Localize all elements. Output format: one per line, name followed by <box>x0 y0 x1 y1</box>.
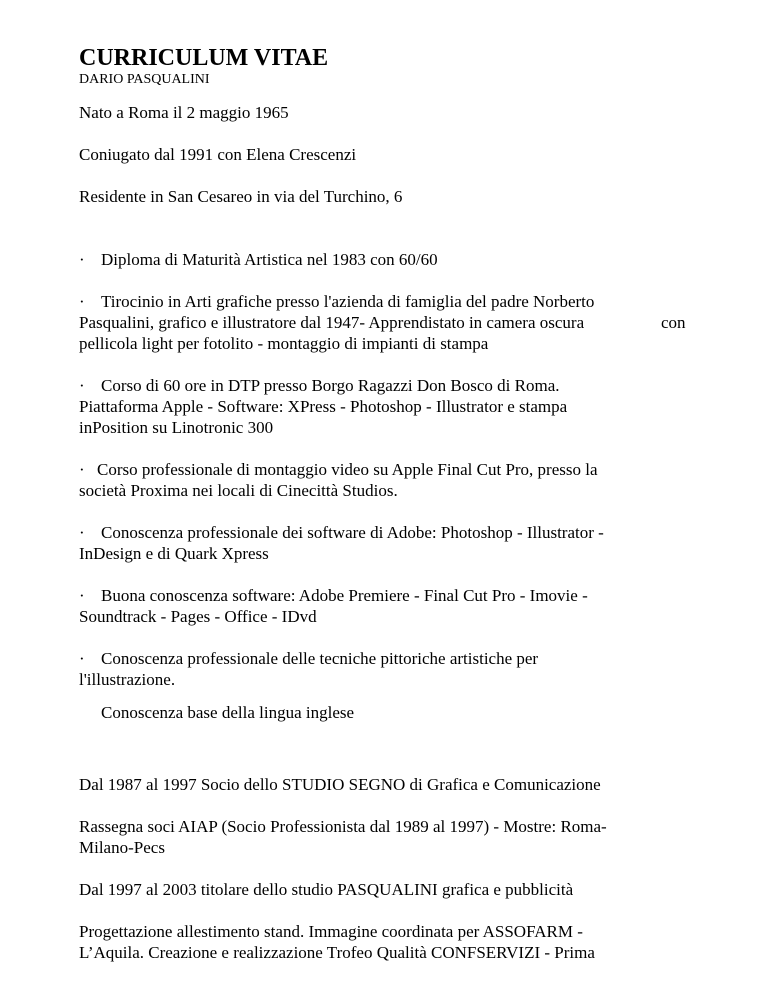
residence-info: Residente in San Cesareo in via del Turchino, 6 <box>79 187 403 206</box>
bullet-icon: · <box>79 460 85 479</box>
education-item <box>79 648 689 690</box>
education-line: Tirocinio in Arti grafiche presso l'azienda di famiglia del padre Norberto <box>101 292 595 311</box>
experience-line: Milano-Pecs <box>79 838 165 857</box>
education-item <box>79 375 689 438</box>
experience-line: Dal 1987 al 1997 Socio dello STUDIO SEGNO di Grafica e Comunicazione <box>79 775 601 794</box>
bullet-icon: · <box>79 292 85 311</box>
experience-line: Progettazione allestimento stand. Immagine coordinata per ASSOFARM - <box>79 922 583 941</box>
experience-item <box>79 879 689 900</box>
experience-item <box>79 774 689 795</box>
marital-info: Coniugato dal 1991 con Elena Crescenzi <box>79 145 357 164</box>
bullet-icon: · <box>79 250 85 269</box>
language-skill-text: Conoscenza base della lingua inglese <box>101 703 355 722</box>
education-item <box>79 249 689 270</box>
birth-info: Nato a Roma il 2 maggio 1965 <box>79 103 289 122</box>
experience-line: Rassegna soci AIAP (Socio Professionista dal 1989 al 1997) - Mostre: Roma- <box>79 817 607 836</box>
education-line: InDesign e di Quark Xpress <box>79 544 269 563</box>
experience-item <box>79 921 689 963</box>
education-line: Conoscenza professionale delle tecniche pittoriche artistiche per <box>101 649 539 668</box>
language-skill <box>79 702 689 723</box>
education-line: Corso di 60 ore in DTP presso Borgo Ragazzi Don Bosco di Roma. <box>101 376 560 395</box>
education-line: Soundtrack - Pages - Office - IDvd <box>79 607 317 626</box>
experience-item <box>79 816 689 858</box>
document-title: CURRICULUM VITAE <box>79 45 329 71</box>
bullet-icon: · <box>79 376 85 395</box>
section-spacer <box>79 744 689 774</box>
section-spacer <box>79 228 689 249</box>
experience-line: L’Aquila. Creazione e realizzazione Trofeo Qualità CONFSERVIZI - Prima <box>79 943 595 962</box>
tab-word: con <box>661 313 686 332</box>
education-item <box>79 291 689 354</box>
document-page <box>79 44 689 984</box>
education-line: inPosition su Linotronic 300 <box>79 418 274 437</box>
education-line: Buona conoscenza software: Adobe Premiere - Final Cut Pro - Imovie - <box>101 586 588 605</box>
education-item <box>79 459 689 501</box>
education-line: Pasqualini, grafico e illustratore dal 1947- Apprendistato in camera oscura <box>79 313 585 332</box>
education-line: Conoscenza professionale dei software di Adobe: Photoshop - Illustrator - <box>101 523 604 542</box>
bullet-icon: · <box>79 523 85 542</box>
education-line: Diploma di Maturità Artistica nel 1983 con 60/60 <box>101 250 438 269</box>
experience-line: Dal 1997 al 2003 titolare dello studio PASQUALINI grafica e pubblicità <box>79 880 574 899</box>
education-line: Piattaforma Apple - Software: XPress - Photoshop - Illustrator e stampa <box>79 397 568 416</box>
education-item <box>79 522 689 564</box>
person-name: DARIO PASQUALINI <box>79 72 210 87</box>
education-line: l'illustrazione. <box>79 670 176 689</box>
education-item <box>79 585 689 627</box>
bullet-icon: · <box>79 649 85 668</box>
education-line: Corso professionale di montaggio video su Apple Final Cut Pro, presso la <box>97 460 598 479</box>
bullet-icon: · <box>79 586 85 605</box>
education-line: società Proxima nei locali di Cinecittà Studios. <box>79 481 398 500</box>
education-line: pellicola light per fotolito - montaggio di impianti di stampa <box>79 334 489 353</box>
